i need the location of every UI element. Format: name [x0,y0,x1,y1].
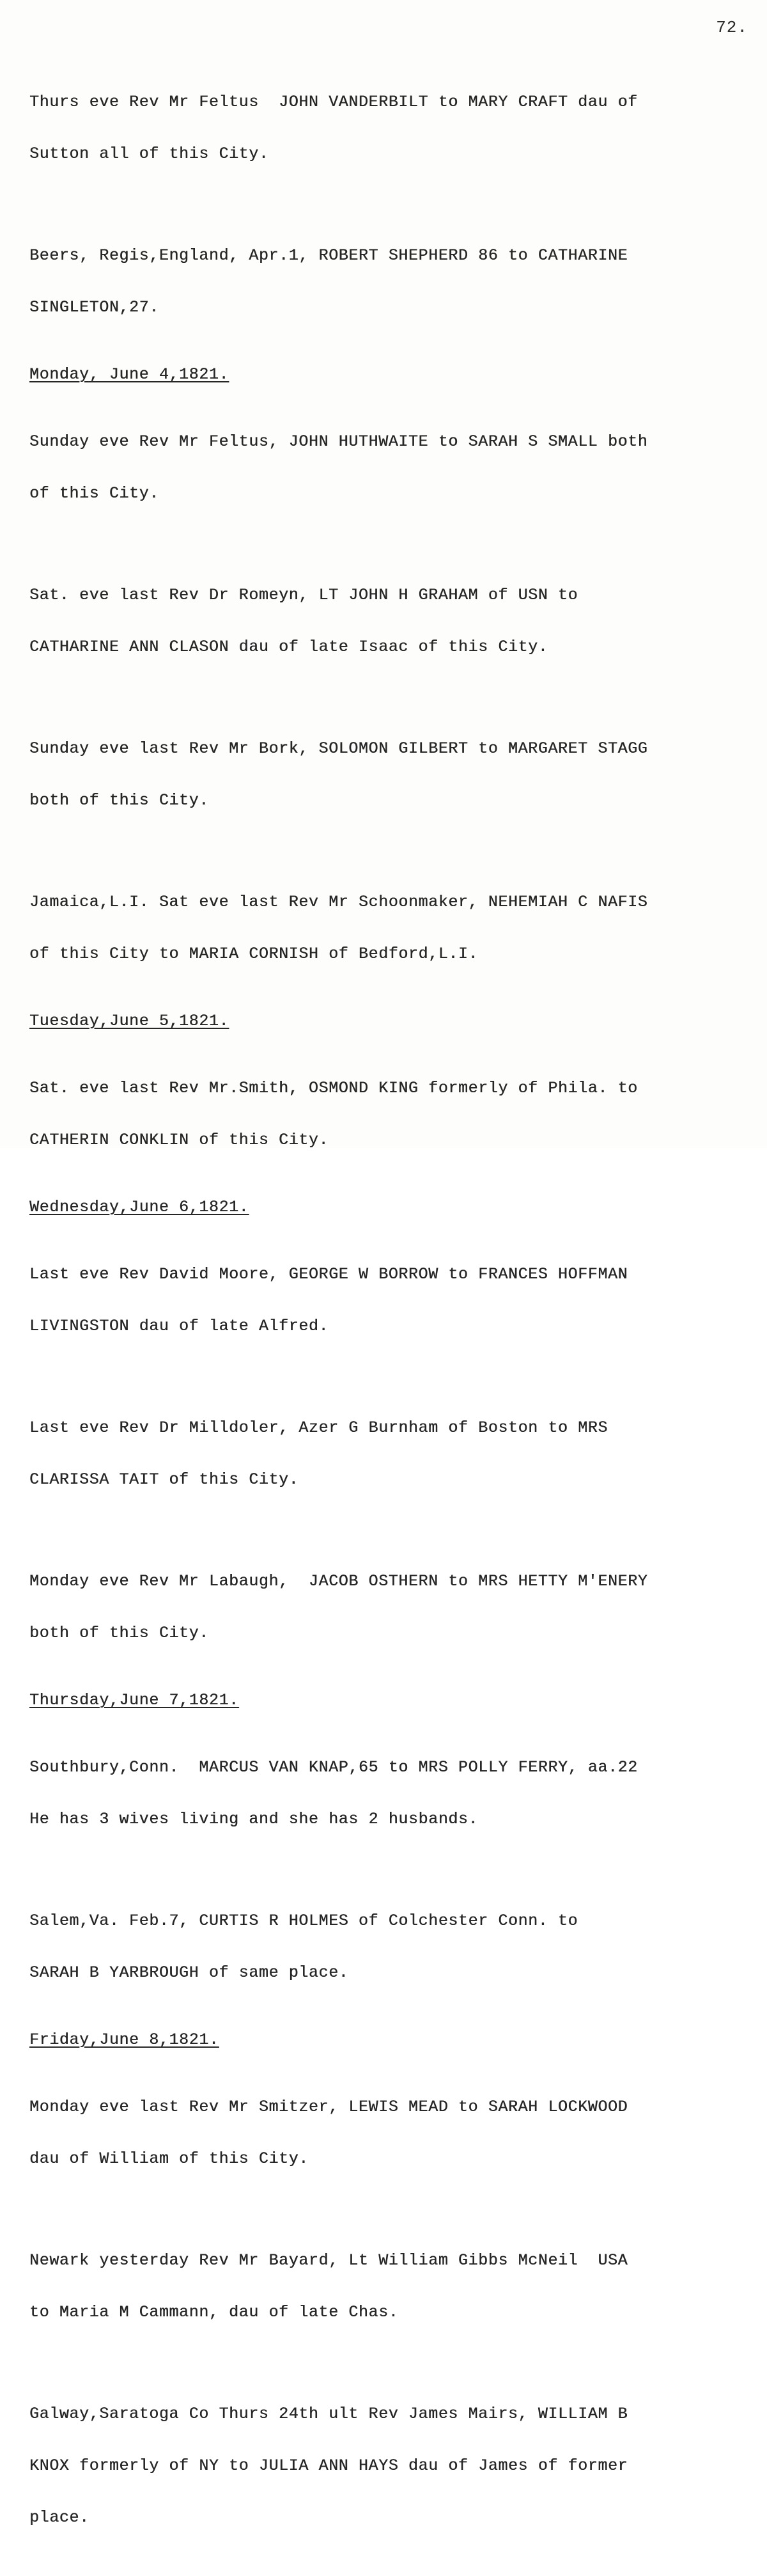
entry-line: LIVINGSTON dau of late Alfred. [29,1317,329,1335]
entry-line: KNOX formerly of NY to JULIA ANN HAYS dau of James of former [29,2456,628,2475]
marriage-entry [29,705,739,844]
entry-line: Southbury,Conn. MARCUS VAN KNAP,65 to MRS POLLY FERRY, aa.22 [29,1758,638,1777]
entry-line: CLARISSA TAIT of this City. [29,1470,299,1489]
entry-line: He has 3 wives living and she has 2 husbands. [29,1810,479,1828]
marriage-entry [29,552,739,690]
marriage-entry [29,1538,739,1676]
marriage-entry [29,1231,739,1369]
marriage-entry [29,398,739,537]
entry-line: CATHARINE ANN CLASON dau of late Isaac of this City. [29,638,548,656]
marriage-entry [29,1724,739,1862]
marriage-entry [29,59,739,197]
entry-line: Salem,Va. Feb.7, CURTIS R HOLMES of Colchester Conn. to [29,1912,578,1930]
marriage-entry [29,2371,739,2561]
page-number: 72. [716,18,748,37]
entry-line: Thurs eve Rev Mr Feltus JOHN VANDERBILT to MARY CRAFT dau of [29,93,638,111]
entry-line: Sunday eve last Rev Mr Bork, SOLOMON GILBERT to MARGARET STAGG [29,739,648,758]
date-heading: Thursday,June 7,1821. [29,1691,239,1709]
entry-line: dau of William of this City. [29,2149,309,2168]
entry-line: SINGLETON,27. [29,298,159,317]
entry-line: Galway,Saratoga Co Thurs 24th ult Rev James Mairs, WILLIAM B [29,2405,628,2423]
entry-line: of this City. [29,484,159,503]
entry-line: CATHERIN CONKLIN of this City. [29,1131,329,1149]
marriage-entry [29,1045,739,1183]
marriage-entry [29,1385,739,1523]
marriage-entry [29,859,739,997]
date-heading: Tuesday,June 5,1821. [29,1012,229,1030]
date-heading: Friday,June 8,1821. [29,2030,219,2049]
date-heading: Monday, June 4,1821. [29,365,229,384]
entry-line: both of this City. [29,1624,209,1642]
entry-line: Sunday eve Rev Mr Feltus, JOHN HUTHWAITE to SARAH S SMALL both [29,432,648,451]
entry-line: Monday eve Rev Mr Labaugh, JACOB OSTHERN to MRS HETTY M'ENERY [29,1572,648,1590]
entry-line: Newark yesterday Rev Mr Bayard, Lt William Gibbs McNeil USA [29,2251,628,2270]
date-heading: Wednesday,June 6,1821. [29,1198,249,1216]
entry-line: Sat. eve last Rev Dr Romeyn, LT JOHN H GRAHAM of USN to [29,586,578,604]
entry-line: of this City to MARIA CORNISH of Bedford,L.I. [29,945,479,963]
marriage-entry [29,1878,739,2016]
marriage-entries [29,59,739,2576]
marriage-entry [29,2064,739,2202]
entry-line: Beers, Regis,England, Apr.1, ROBERT SHEPHERD 86 to CATHARINE [29,246,628,265]
entry-line: both of this City. [29,791,209,810]
entry-line: Sutton all of this City. [29,145,269,163]
entry-line: Monday eve last Rev Mr Smitzer, LEWIS MEAD to SARAH LOCKWOOD [29,2098,628,2116]
marriage-entry [29,2217,739,2355]
entry-line: to Maria M Cammann, dau of late Chas. [29,2303,399,2321]
entry-line: Last eve Rev Dr Milldoler, Azer G Burnham of Boston to MRS [29,1418,608,1437]
entry-line: Last eve Rev David Moore, GEORGE W BORROW to FRANCES HOFFMAN [29,1265,628,1284]
entry-line: Jamaica,L.I. Sat eve last Rev Mr Schoonmaker, NEHEMIAH C NAFIS [29,893,648,911]
entry-line: SARAH B YARBROUGH of same place. [29,1963,349,1982]
entry-line: place. [29,2508,89,2527]
marriage-entry [29,212,739,350]
entry-line: Sat. eve last Rev Mr.Smith, OSMOND KING formerly of Phila. to [29,1079,638,1097]
